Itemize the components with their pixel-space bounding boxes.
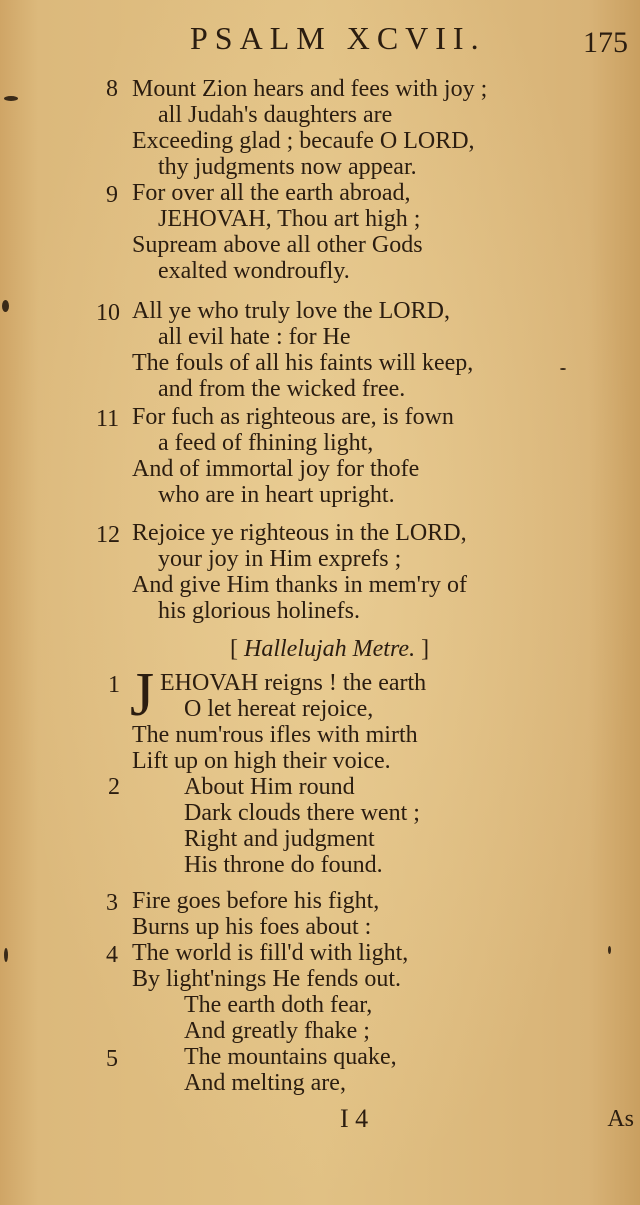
verse-line: For fuch as righteous are, is fown bbox=[132, 404, 454, 430]
verse-number: 8 bbox=[106, 76, 118, 102]
hymn-line: Dark clouds there went ; bbox=[184, 800, 420, 826]
verse-line: JEHOVAH, Thou art high ; bbox=[158, 206, 421, 232]
hymn-line: By light'nings He fends out. bbox=[132, 966, 401, 992]
paper-blemish bbox=[4, 96, 18, 101]
verse-number: 9 bbox=[106, 182, 118, 208]
signature-mark: I 4 bbox=[340, 1104, 369, 1133]
verse-line: The fouls of all his faints will keep, bbox=[132, 350, 474, 376]
hymn-line: And melting are, bbox=[184, 1070, 346, 1096]
verse-number: 4 bbox=[106, 942, 118, 968]
verse-number: 12 bbox=[96, 522, 120, 548]
verse-line: Supream above all other Gods bbox=[132, 232, 423, 258]
hymn-line: The mountains quake, bbox=[184, 1044, 397, 1070]
hymn-line: The world is fill'd with light, bbox=[132, 940, 409, 966]
verse-line: And of immortal joy for thofe bbox=[132, 456, 420, 482]
running-head: PSALM XCVII. bbox=[190, 20, 486, 56]
paper-blemish bbox=[2, 300, 9, 312]
verse-line: For over all the earth abroad, bbox=[132, 180, 411, 206]
paper-blemish bbox=[4, 948, 8, 962]
hymn-line: The earth doth fear, bbox=[184, 992, 373, 1018]
metre-open-bracket: [ bbox=[230, 636, 238, 662]
verse-line: your joy in Him exprefs ; bbox=[158, 546, 402, 572]
hymn-line: The num'rous ifles with mirth bbox=[132, 722, 418, 748]
verse-line: And give Him thanks in mem'ry of bbox=[132, 572, 467, 598]
page-number: 175 bbox=[583, 26, 628, 59]
verse-line: Exceeding glad ; becaufe O LORD, bbox=[132, 128, 475, 154]
hymn-line: Lift up on high their voice. bbox=[132, 748, 391, 774]
verse-line: who are in heart upright. bbox=[158, 482, 395, 508]
verse-number: 1 bbox=[108, 672, 120, 698]
hymn-line: Burns up his foes about : bbox=[132, 914, 372, 940]
verse-number: 10 bbox=[96, 300, 120, 326]
hymn-line: O let hereat rejoice, bbox=[184, 696, 374, 722]
verse-number: 11 bbox=[96, 406, 120, 432]
hymn-line: Fire goes before his fight, bbox=[132, 888, 380, 914]
catchword: As bbox=[607, 1106, 634, 1132]
hymn-line: His throne do found. bbox=[184, 852, 383, 878]
verse-line: thy judgments now appear. bbox=[158, 154, 417, 180]
page-header bbox=[0, 18, 640, 58]
verse-line: all evil hate : for He bbox=[158, 324, 351, 350]
verse-line: a feed of fhining light, bbox=[158, 430, 374, 456]
verse-line: Mount Zion hears and fees with joy ; bbox=[132, 76, 488, 102]
verse-line: Rejoice ye righteous in the LORD, bbox=[132, 520, 467, 546]
paper-blemish bbox=[608, 946, 611, 954]
verse-line: all Judah's daughters are bbox=[158, 102, 393, 128]
metre-close-bracket: ] bbox=[421, 636, 430, 662]
verse-line: exalted wondroufly. bbox=[158, 258, 350, 284]
verse-line: his glorious holinefs. bbox=[158, 598, 360, 624]
metre-title: Hallelujah Metre. bbox=[244, 636, 416, 662]
verse-number: 2 bbox=[108, 774, 120, 800]
metre-heading bbox=[230, 636, 429, 663]
verse-line: All ye who truly love the LORD, bbox=[132, 298, 450, 324]
verse-number: 3 bbox=[106, 890, 118, 916]
verse-number: 5 bbox=[106, 1046, 118, 1072]
hymn-line: And greatly fhake ; bbox=[184, 1018, 370, 1044]
paper-blemish bbox=[560, 368, 566, 370]
hymn-line: EHOVAH reigns ! the earth bbox=[160, 670, 427, 696]
hymn-line: About Him round bbox=[184, 774, 355, 800]
verse-line: and from the wicked free. bbox=[158, 376, 406, 402]
hymn-line: Right and judgment bbox=[184, 826, 375, 852]
drop-cap: J bbox=[130, 661, 155, 729]
